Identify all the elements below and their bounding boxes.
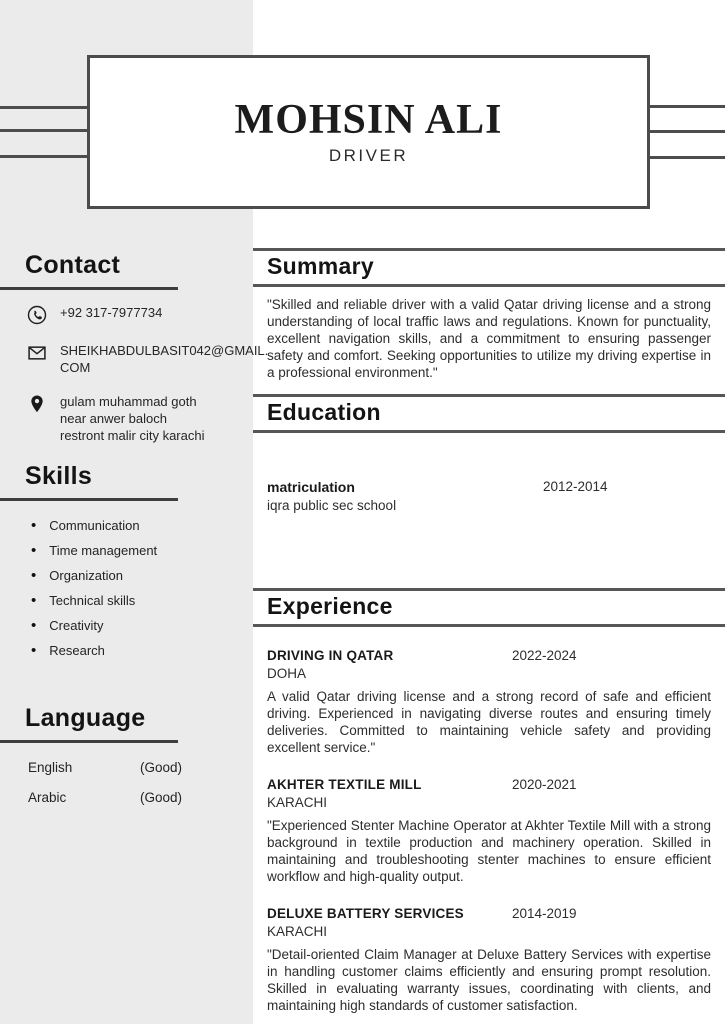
phone-row: [0, 304, 253, 325]
skill-item: [0, 643, 253, 658]
heading-rule: [0, 740, 178, 743]
education-entry: [253, 479, 725, 513]
skill-label: Technical skills: [49, 593, 136, 608]
email-line: COM: [60, 360, 91, 375]
address-line: near anwer baloch: [60, 411, 167, 426]
experience-dates: 2022-2024: [512, 648, 577, 663]
email-line: SHEIKHABDULBASIT042@GMAIL.: [60, 343, 269, 358]
experience-location: DOHA: [267, 666, 307, 681]
language-item: [0, 760, 253, 776]
experience-heading: Experience: [267, 593, 393, 619]
bullet-icon: •: [31, 517, 37, 534]
skill-label: Organization: [49, 568, 123, 583]
skill-item: [0, 618, 253, 633]
bullet-icon: •: [31, 567, 37, 584]
main-column: [253, 0, 725, 1014]
experience-title: AKHTER TEXTILE MILL: [267, 777, 422, 792]
experience-description: A valid Qatar driving license and a strong record of safe and efficient driving. Experienced in navigating diverse routes and ensuring timely deliveries. Committed to maintaining vehicle safety and providing excellent service.": [267, 689, 711, 755]
experience-dates: 2014-2019: [512, 906, 577, 921]
skills-heading: Skills: [25, 462, 93, 490]
skill-list: [0, 518, 253, 658]
experience-entry: [253, 648, 725, 756]
language-list: [0, 760, 253, 806]
experience-entry: [253, 777, 725, 885]
sidebar: [0, 0, 269, 1024]
education-header: [253, 394, 725, 433]
person-name: MOHSIN ALI: [234, 96, 503, 143]
experience-entry-head: [253, 906, 725, 921]
language-section: [0, 703, 253, 806]
experience-description: "Detail-oriented Claim Manager at Deluxe Battery Services with expertise in handling customer claims efficiently and ensuring prompt resolution. Skilled in evaluating warranty issues, coordinating with clients, and maintaining high standards of customer satisfaction.: [267, 947, 711, 1013]
skill-item: [0, 593, 253, 608]
map-pin-icon: [27, 394, 47, 414]
experience-location: KARACHI: [267, 924, 328, 939]
email-row: [0, 342, 269, 376]
language-name: Arabic: [28, 790, 67, 805]
address-row: [0, 393, 253, 444]
education-entry-head: [253, 479, 725, 495]
experience-entry-head: [253, 648, 725, 663]
skill-label: Time management: [49, 543, 158, 558]
skill-item: [0, 568, 253, 583]
summary-heading: Summary: [267, 253, 374, 279]
experience-header: [253, 588, 725, 627]
skill-item: [0, 543, 253, 558]
envelope-icon: [27, 343, 47, 363]
phone-icon: [27, 305, 47, 325]
heading-rule: [0, 498, 178, 501]
experience-entry-head: [253, 777, 725, 792]
contact-section: [0, 250, 269, 444]
phone-number: +92 317-7977734: [60, 305, 163, 320]
experience-location: KARACHI: [267, 795, 328, 810]
postal-address: [60, 393, 235, 444]
education-degree: matriculation: [267, 479, 355, 495]
education-heading: Education: [267, 399, 381, 425]
contact-heading: Contact: [25, 251, 121, 279]
bullet-icon: •: [31, 542, 37, 559]
address-line: restront malir city karachi: [60, 428, 205, 443]
address-line: gulam muhammad goth: [60, 394, 197, 409]
bullet-icon: •: [31, 592, 37, 609]
education-school: iqra public sec school: [267, 498, 397, 513]
experience-title: DELUXE BATTERY SERVICES: [267, 906, 464, 921]
skill-label: Communication: [49, 518, 140, 533]
bullet-icon: •: [31, 642, 37, 659]
education-dates: 2012-2014: [543, 479, 608, 494]
language-level: (Good): [140, 790, 183, 805]
language-heading: Language: [25, 704, 146, 732]
language-item: [0, 790, 253, 806]
skills-section: [0, 461, 253, 658]
experience-title: DRIVING IN QATAR: [267, 648, 394, 663]
language-level: (Good): [140, 760, 183, 775]
skill-label: Creativity: [49, 618, 104, 633]
experience-description: "Experienced Stenter Machine Operator at Akhter Textile Mill with a strong background in textile production and machinery operation. Skilled in maintaining and troubleshooting stenter machines to ensure efficient workflow and high-quality output.: [267, 818, 711, 884]
person-job-title: DRIVER: [328, 146, 409, 166]
experience-entry: [253, 906, 725, 1014]
email-address: [60, 342, 269, 376]
summary-text: "Skilled and reliable driver with a valid Qatar driving license and a strong understanding of local traffic laws and regulations. Known for punctuality, excellent navigation skills, and a commitment to ensuring passenger safety and comfort. Seeking opportunities to utilize my driving expertise in a professional environment.": [267, 297, 711, 380]
summary-header: [253, 248, 725, 287]
bullet-icon: •: [31, 617, 37, 634]
heading-rule: [0, 287, 178, 290]
skill-item: [0, 518, 253, 533]
skill-label: Research: [49, 643, 105, 658]
language-name: English: [28, 760, 73, 775]
contact-rows: [0, 304, 269, 444]
experience-dates: 2020-2021: [512, 777, 577, 792]
